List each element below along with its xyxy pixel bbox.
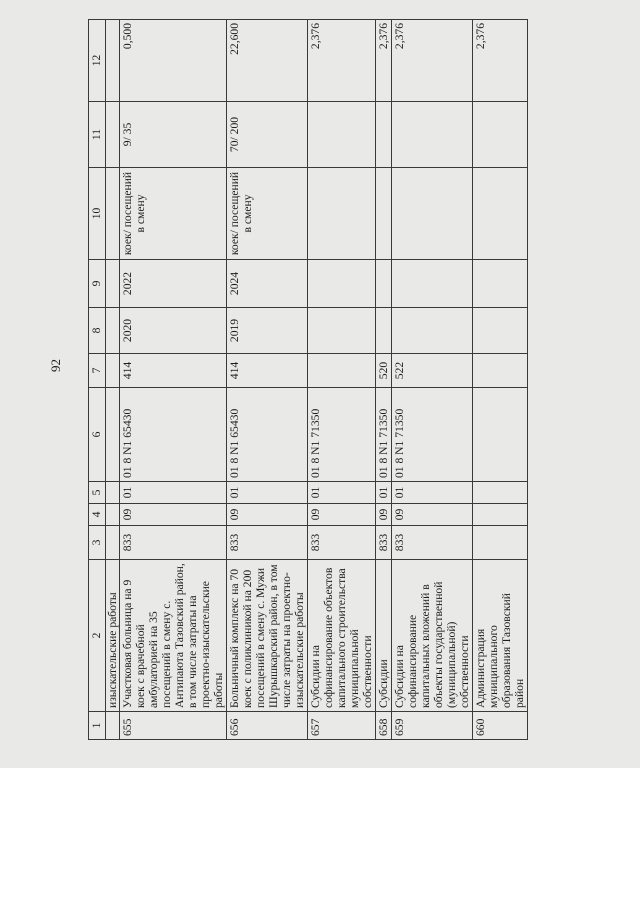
- cell-col7: [472, 354, 527, 388]
- cell-col10: коек/ посещений в смену: [226, 168, 307, 260]
- cell-col5: 01: [307, 482, 375, 504]
- cell-col4: 09: [119, 504, 226, 526]
- cell-col6: 01 8 N1 71350: [307, 388, 375, 482]
- cell-col7: 522: [391, 354, 472, 388]
- cell-col8: 2020: [119, 308, 226, 354]
- table-row: [119, 20, 226, 740]
- header-cell: 7: [89, 354, 106, 388]
- header-cell: 9: [89, 260, 106, 308]
- cell-col5: 01: [226, 482, 307, 504]
- cell-col10: [307, 168, 375, 260]
- cell-col4: 09: [307, 504, 375, 526]
- cell-col4: 09: [391, 504, 472, 526]
- cell-col9: 2022: [119, 260, 226, 308]
- header-cell: 3: [89, 526, 106, 560]
- cell-col9: [472, 260, 527, 308]
- header-cell: 12: [89, 20, 106, 102]
- header-cell: 4: [89, 504, 106, 526]
- cell-col11: [375, 102, 391, 168]
- cell-col8: [307, 308, 375, 354]
- row-number: 659: [391, 712, 472, 740]
- row-number: 656: [226, 712, 307, 740]
- cell-col9: 2024: [226, 260, 307, 308]
- cell-col9: [307, 260, 375, 308]
- cell-col7: 414: [119, 354, 226, 388]
- table-row: [391, 20, 472, 740]
- row-name: Субсидии: [375, 560, 391, 712]
- cell-col4: 09: [375, 504, 391, 526]
- row-name: Субсидии на софинансирование капитальных вложений в объекты государственной (муниципальной) собственности: [391, 560, 472, 712]
- table-row: [307, 20, 375, 740]
- cell-col11: 9/ 35: [119, 102, 226, 168]
- table-row: [472, 20, 527, 740]
- cell-col12: 0,500: [119, 20, 226, 102]
- cell-col7: 414: [226, 354, 307, 388]
- cell-col6: 01 8 N1 65430: [119, 388, 226, 482]
- cell-col6: 01 8 N1 65430: [226, 388, 307, 482]
- header-cell: 11: [89, 102, 106, 168]
- cell-col12: 22,600: [226, 20, 307, 102]
- row-name: Участковая больница на 9 коек с врачебной амбулаторией на 35 посещений в смену с. Антипаюта Тазовский район, в том числе затраты на проектно-изыскательские работы: [119, 560, 226, 712]
- row-name: Субсидии на софинансирование объектов капитального строительства муниципальной собственности: [307, 560, 375, 712]
- cell-col12: 2,376: [472, 20, 527, 102]
- rotated-table-wrapper: [88, 20, 618, 740]
- cell-col3: 833: [375, 526, 391, 560]
- cell-col3: [472, 526, 527, 560]
- cell-col4: 09: [226, 504, 307, 526]
- cell-col10: [375, 168, 391, 260]
- cell-col8: [375, 308, 391, 354]
- cell-col7: 520: [375, 354, 391, 388]
- continuation-row: [106, 20, 120, 740]
- cell-col11: [391, 102, 472, 168]
- row-name: Больничный комплекс на 70 коек с поликлиникой на 200 посещений в смену с. Мужи Шурышкарский район, в том числе затраты на проектно-изыскательские работы: [226, 560, 307, 712]
- row-number: 655: [119, 712, 226, 740]
- cell-col6: [472, 388, 527, 482]
- cell-col8: [391, 308, 472, 354]
- row-number: 658: [375, 712, 391, 740]
- cell-col10: [472, 168, 527, 260]
- cell-col5: [472, 482, 527, 504]
- cell-col5: 01: [391, 482, 472, 504]
- header-cell: 6: [89, 388, 106, 482]
- page-number: 92: [48, 359, 63, 372]
- cell-col9: [391, 260, 472, 308]
- cell-col11: [307, 102, 375, 168]
- table-row: [226, 20, 307, 740]
- cell-col3: 833: [307, 526, 375, 560]
- cell-col3: 833: [226, 526, 307, 560]
- cell-col8: [472, 308, 527, 354]
- cell-col3: 833: [391, 526, 472, 560]
- header-cell: 1: [89, 712, 106, 740]
- cell-col4: [472, 504, 527, 526]
- cell-col9: [375, 260, 391, 308]
- cell-col12: 2,376: [391, 20, 472, 102]
- cell-col3: 833: [119, 526, 226, 560]
- header-cell: 10: [89, 168, 106, 260]
- header-cell: 8: [89, 308, 106, 354]
- cell-col11: 70/ 200: [226, 102, 307, 168]
- row-number: 660: [472, 712, 527, 740]
- row-name: Администрация муниципального образования Тазовский район: [472, 560, 527, 712]
- cell-col10: коек/ посещений в смену: [119, 168, 226, 260]
- cell-col6: 01 8 N1 71350: [391, 388, 472, 482]
- header-row: [89, 20, 106, 740]
- cell-col5: 01: [119, 482, 226, 504]
- cell-col10: [391, 168, 472, 260]
- cell-col12: 2,376: [307, 20, 375, 102]
- cell-col11: [472, 102, 527, 168]
- header-cell: 5: [89, 482, 106, 504]
- row-number: 657: [307, 712, 375, 740]
- cell-col8: 2019: [226, 308, 307, 354]
- table-row: [375, 20, 391, 740]
- continuation-text: изыскательские работы: [106, 560, 120, 712]
- budget-table: [88, 19, 528, 740]
- cell-col5: 01: [375, 482, 391, 504]
- cell-col7: [307, 354, 375, 388]
- header-cell: 2: [89, 560, 106, 712]
- cell-col6: 01 8 N1 71350: [375, 388, 391, 482]
- cell-col12: 2,376: [375, 20, 391, 102]
